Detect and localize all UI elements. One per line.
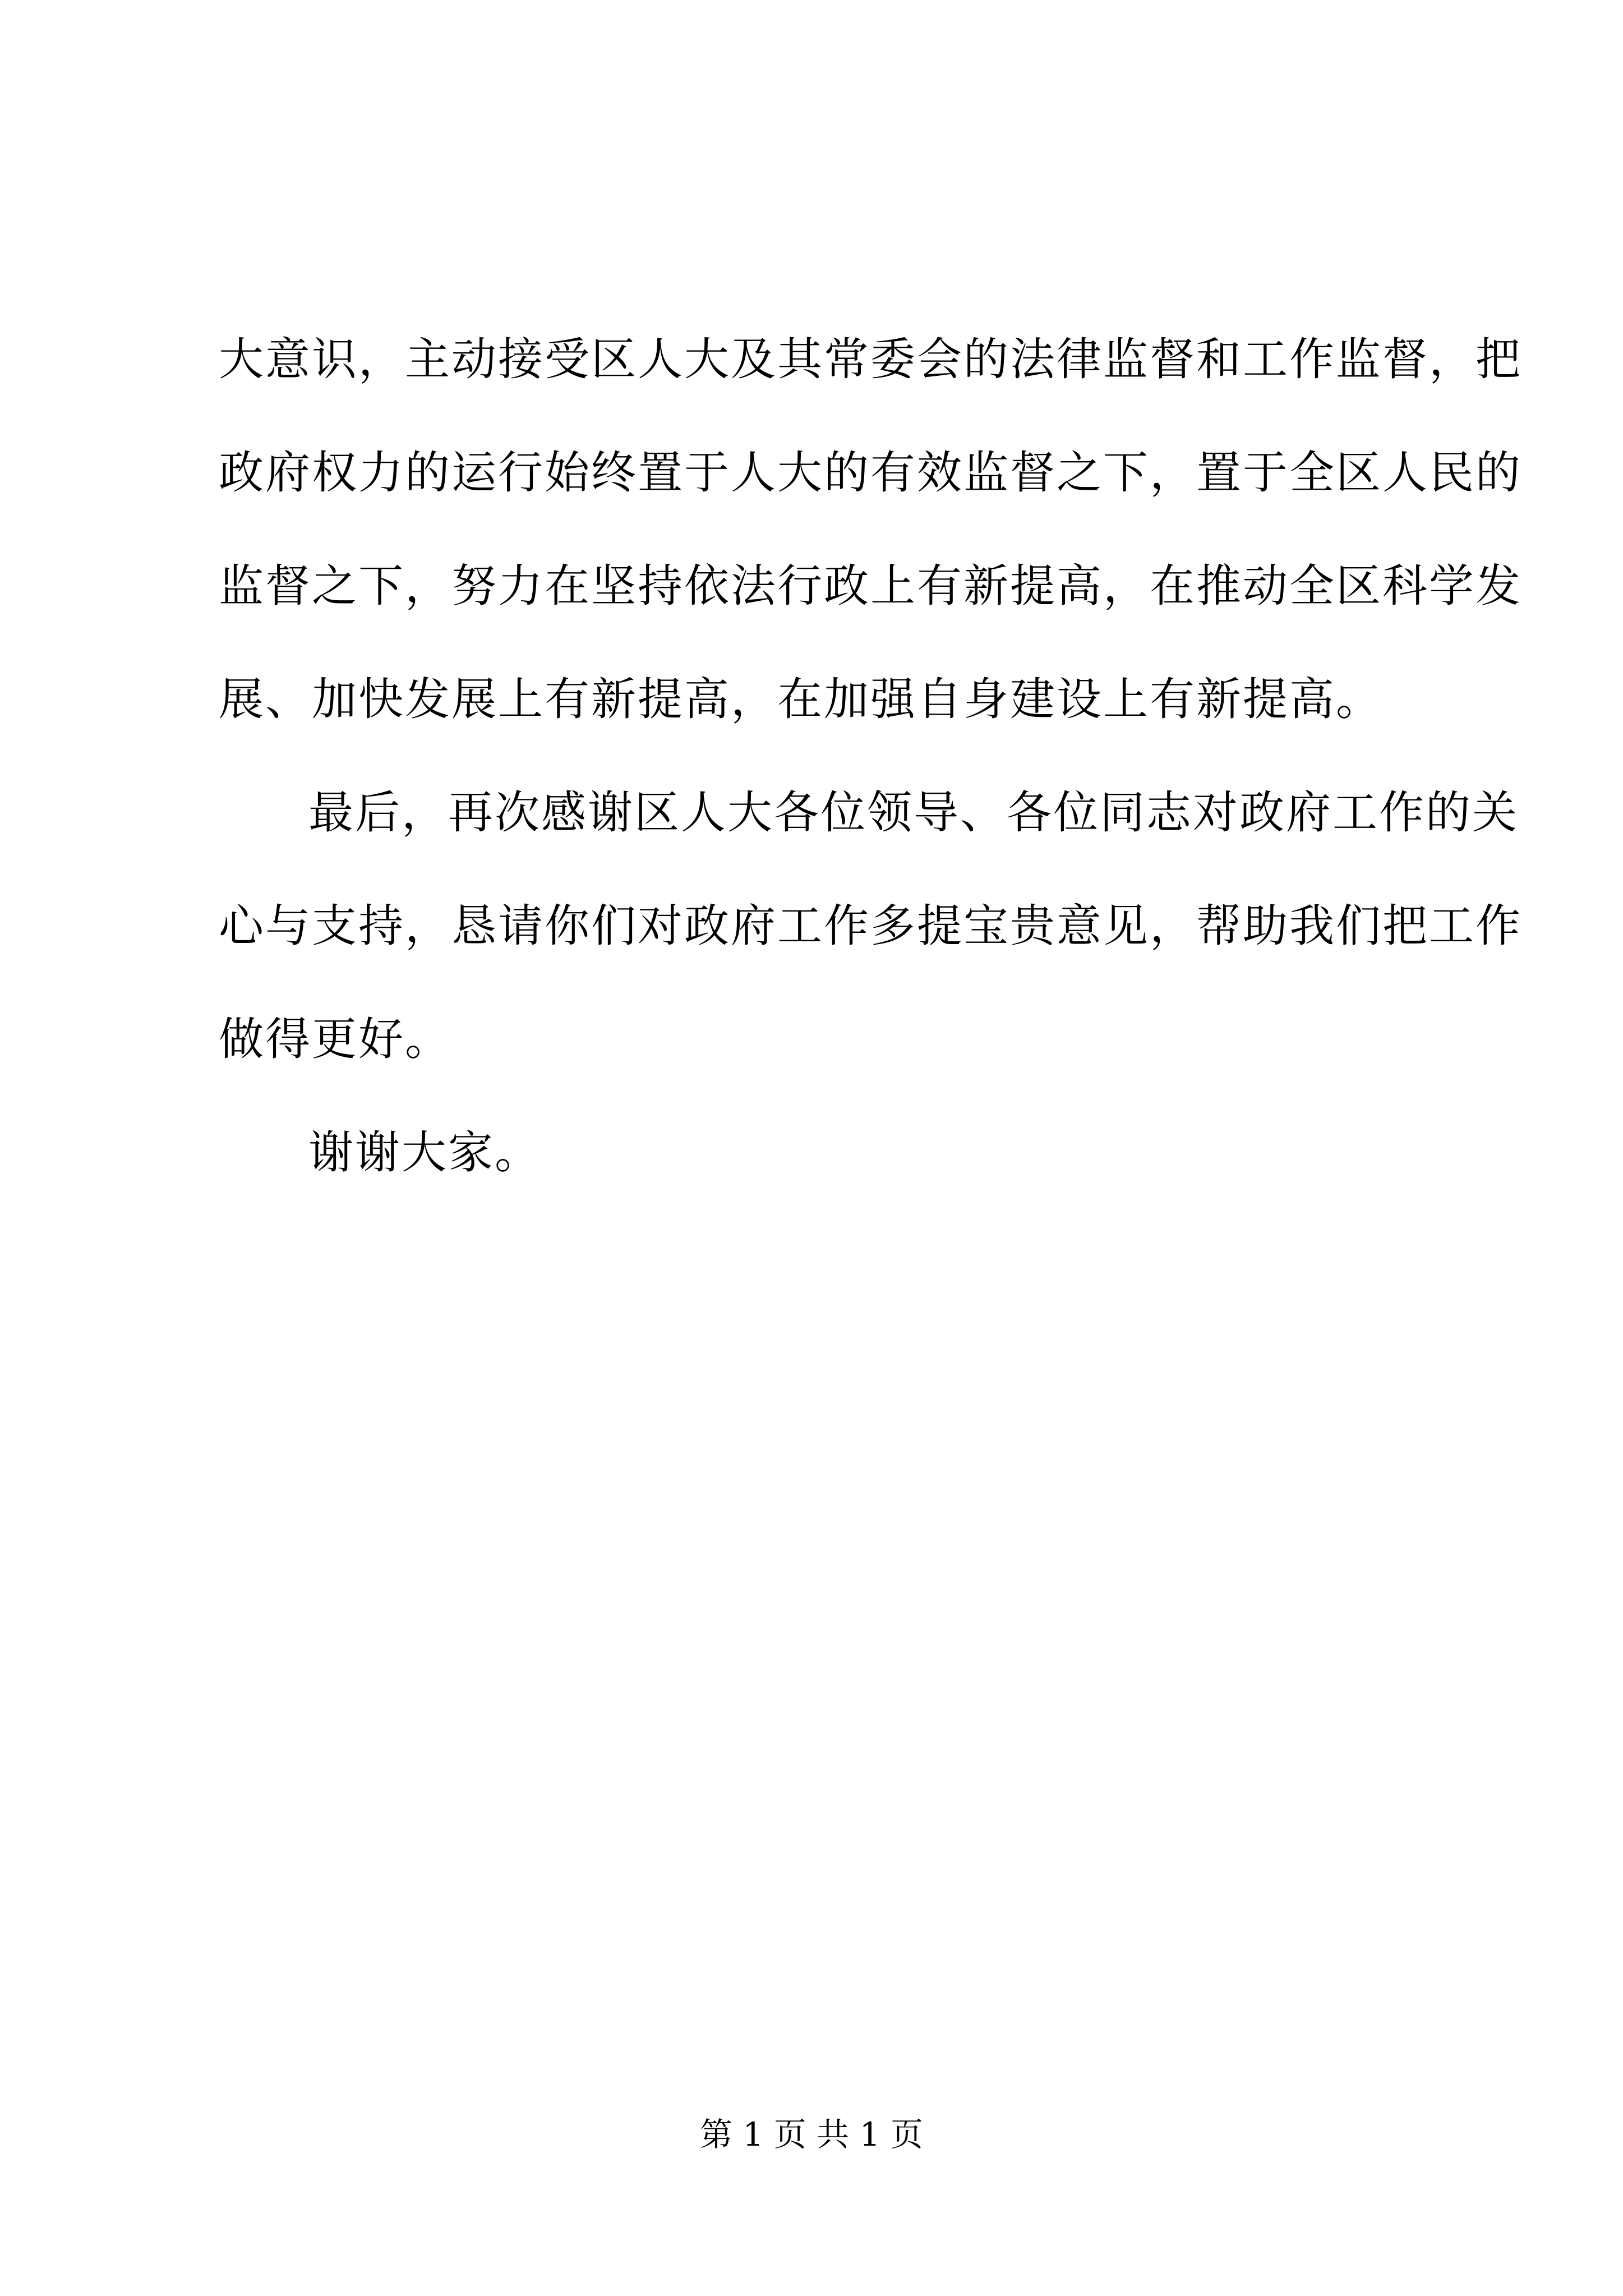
text-line: 做得更好。	[219, 1013, 451, 1065]
paragraph-1	[219, 303, 1522, 756]
text-line: 政府权力的运行始终置于人大的有效监督之下，置于全区人民的	[219, 447, 1522, 499]
page-footer: 第 1 页 共 1 页	[700, 2115, 923, 2154]
text-line: 最后，再次感谢区人大各位领导、各位同志对政府工作的关	[308, 786, 1519, 839]
text-line: 心与支持，恳请你们对政府工作多提宝贵意见，帮助我们把工作	[219, 900, 1522, 952]
text-line: 监督之下，努力在坚持依法行政上有新提高，在推动全区科学发	[219, 560, 1522, 612]
text-line: 大意识，主动接受区人大及其常委会的法律监督和工作监督，把	[219, 333, 1522, 385]
text-line: 展、加快发展上有新提高，在加强自身建设上有新提高。	[219, 673, 1382, 725]
paragraph-2	[219, 756, 1522, 1096]
paragraph-3	[219, 1096, 1424, 1209]
document-body	[219, 303, 1522, 1209]
text-line: 谢谢大家。	[308, 1126, 541, 1179]
